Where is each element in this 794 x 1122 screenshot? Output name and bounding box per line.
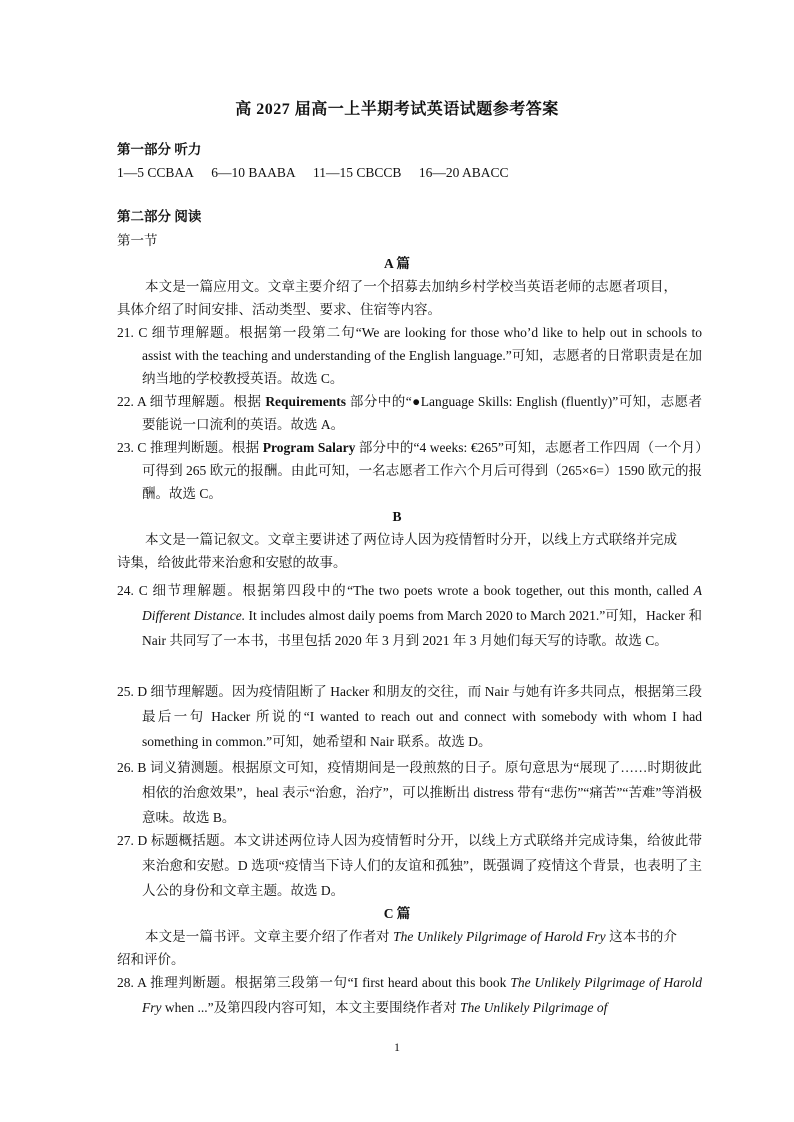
passage-c-label: C 篇 bbox=[383, 906, 411, 921]
passage-b-intro: 本文是一篇记叙文。文章主要讲述了两位诗人因为疫情暂时分开，以线上方式联络并完成诗集，给彼此带来治愈和安慰的故事。 bbox=[117, 532, 677, 570]
question-23: 23. C 推理判断题。根据 Program Salary 部分中的“4 weeks: €265”可知，志愿者工作四周（一个月）可得到 265 欧元的报酬。由此可知，一名志愿者工作六个月后可得到（265×6=）1590 欧元的报酬。故选 C。 bbox=[117, 440, 702, 501]
passage-c-intro: 本文是一篇书评。文章主要介绍了作者对 The Unlikely Pilgrimage of Harold Fry 这本书的介绍和评价。 bbox=[117, 929, 678, 967]
passage-a-intro: 本文是一篇应用文。文章主要介绍了一个招募去加纳乡村学校当英语老师的志愿者项目，具体介绍了时间安排、活动类型、要求、住宿等内容。 bbox=[117, 279, 677, 317]
question-25: 25. D 细节理解题。因为疫情阻断了 Hacker 和朋友的交往，而 Nair 与她有许多共同点，根据第三段最后一句 Hacker 所说的“I wanted to reach out and connect with somebody with whom I had something in common.”可知，她希望和 Nair 联系。故选 D。 bbox=[117, 684, 702, 749]
question-28: 28. A 推理判断题。根据第三段第一句“I first heard about this book The Unlikely Pilgrimage of Harold Fry when ...”及第四段内容可知，本文主要围绕作者对 The Unlikely Pilgrimage of bbox=[117, 975, 702, 1015]
listening-answers bbox=[117, 161, 677, 184]
part2-heading: 第二部分 阅读 bbox=[117, 209, 202, 224]
answer-group: 1—5 CCBAA bbox=[117, 165, 194, 180]
page-title: 高 2027 届高一上半期考试英语试题参考答案 bbox=[235, 101, 559, 118]
passage-a-label: A 篇 bbox=[384, 256, 410, 271]
question-26: 26. B 词义猜测题。根据原文可知，疫情期间是一段煎熬的日子。原句意思为“展现了……时期彼此相依的治愈效果”，heal 表示“治愈，治疗”，可以推断出 distress 带有“悲伤”“痛苦”“苦难”等消极意味。故选 B。 bbox=[117, 760, 702, 825]
question-21: 21. C 细节理解题。根据第一段第二句“We are looking for those who’d like to help out in schools to assist with the teaching and understanding of the English language.”可知，志愿者的日常职责是在加纳当地的学校教授英语。故选 C。 bbox=[117, 325, 702, 386]
question-27: 27. D 标题概括题。本文讲述两位诗人因为疫情暂时分开，以线上方式联络并完成诗集，给彼此带来治愈和安慰。D 选项“疫情当下诗人们的友谊和孤独”，既强调了疫情这个背景，也表明了主人公的身份和文章主题。故选 D。 bbox=[117, 833, 702, 898]
page-number: 1 bbox=[394, 1040, 400, 1054]
section-label: 第一节 bbox=[117, 233, 158, 248]
answer-group: 6—10 BAABA bbox=[211, 165, 296, 180]
answer-group: 11—15 CBCCB bbox=[313, 165, 402, 180]
answer-group: 16—20 ABACC bbox=[418, 165, 509, 180]
passage-b-label: B bbox=[392, 509, 402, 524]
question-24: 24. C 细节理解题。根据第四段中的“The two poets wrote a book together, out this month, called A Different Distance. It includes almost daily poems from March 2020 to March 2021.”可知，Hacker 和 Nair 共同写了一本书，书里包括 2020 年 3 月到 2021 年 3 月她们每天写的诗歌。故选 C。 bbox=[117, 583, 702, 648]
part1-heading: 第一部分 听力 bbox=[117, 142, 202, 157]
question-22: 22. A 细节理解题。根据 Requirements 部分中的“●Language Skills: English (fluently)”可知，志愿者要能说一口流利的英语。故选 A。 bbox=[117, 394, 703, 432]
